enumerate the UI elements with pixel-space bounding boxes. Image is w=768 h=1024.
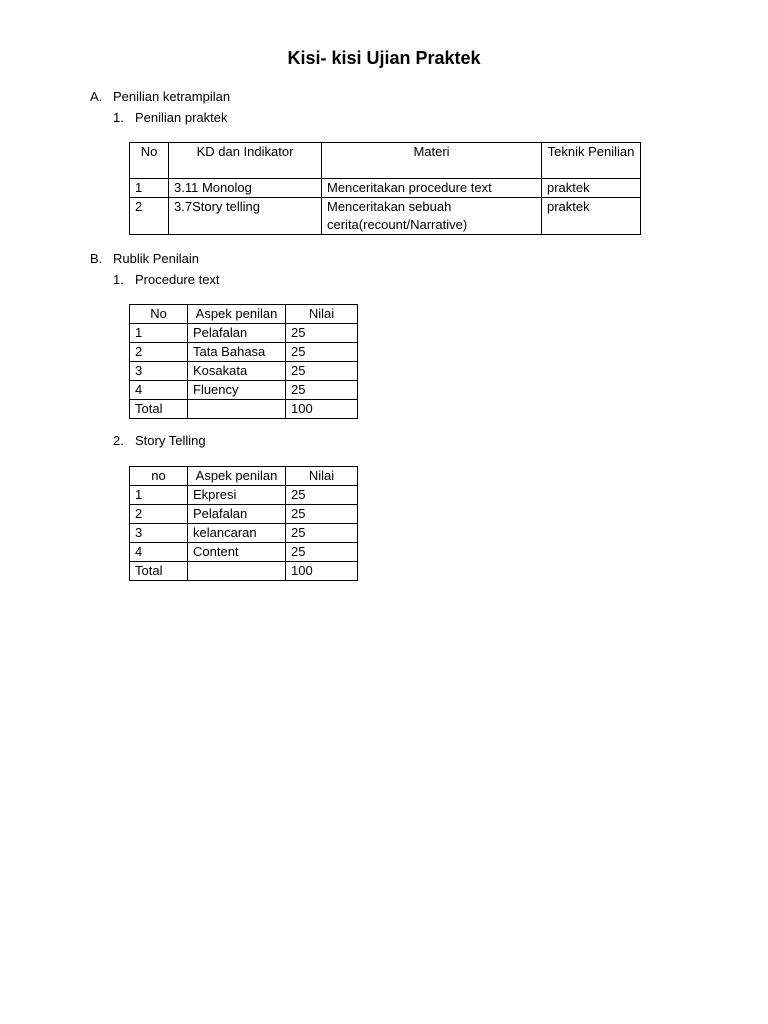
penilaian-praktek-table <box>129 142 641 235</box>
cell-aspek <box>188 562 286 581</box>
table-header-row <box>130 143 641 179</box>
cell-materi: Menceritakan procedure text <box>322 179 542 198</box>
cell-kd: 3.7Story telling <box>169 198 322 235</box>
table-row <box>130 179 641 198</box>
header-aspek: Aspek penilan <box>188 305 286 324</box>
cell-nilai: 25 <box>286 486 358 505</box>
header-materi: Materi <box>322 143 542 179</box>
header-no: No <box>130 305 188 324</box>
cell-total-label: Total <box>130 562 188 581</box>
section-a-marker: A. <box>90 89 103 104</box>
cell-aspek: Ekpresi <box>188 486 286 505</box>
cell-aspek: Tata Bahasa <box>188 343 286 362</box>
cell-nilai: 25 <box>286 343 358 362</box>
section-b-item-1-label: Procedure text <box>135 272 220 287</box>
cell-materi: Menceritakan sebuah cerita(recount/Narrative) <box>322 198 542 235</box>
section-b-item-2 <box>113 433 206 448</box>
procedure-text-table <box>129 304 358 419</box>
cell-no: 2 <box>130 505 188 524</box>
table-row <box>130 524 358 543</box>
section-b-marker: B. <box>90 251 103 266</box>
cell-no: 1 <box>130 179 169 198</box>
cell-teknik: praktek <box>542 179 641 198</box>
table-row <box>130 343 358 362</box>
cell-no: 3 <box>130 524 188 543</box>
section-b-heading <box>90 251 199 266</box>
cell-aspek <box>188 400 286 419</box>
table-row <box>130 543 358 562</box>
cell-nilai: 25 <box>286 524 358 543</box>
cell-aspek: kelancaran <box>188 524 286 543</box>
cell-aspek: Fluency <box>188 381 286 400</box>
cell-no: 4 <box>130 543 188 562</box>
section-a-label: Penilian ketrampilan <box>113 89 231 104</box>
section-a-item-1-label: Penilian praktek <box>135 110 228 125</box>
header-kd-indikator: KD dan Indikator <box>169 143 322 179</box>
cell-no: 3 <box>130 362 188 381</box>
header-nilai: Nilai <box>286 305 358 324</box>
header-teknik-penilian: Teknik Penilian <box>542 143 641 179</box>
section-b-item-2-label: Story Telling <box>135 433 206 448</box>
cell-no: 1 <box>130 486 188 505</box>
table-row <box>130 486 358 505</box>
cell-no: 2 <box>130 198 169 235</box>
cell-aspek: Pelafalan <box>188 324 286 343</box>
header-aspek: Aspek penilan <box>188 467 286 486</box>
cell-kd: 3.11 Monolog <box>169 179 322 198</box>
table-row <box>130 198 641 235</box>
section-a-item-1-marker: 1. <box>113 110 124 125</box>
cell-nilai: 25 <box>286 381 358 400</box>
table-row <box>130 362 358 381</box>
cell-total-value: 100 <box>286 400 358 419</box>
section-b-item-1 <box>113 272 220 287</box>
table-header-row <box>130 305 358 324</box>
cell-nilai: 25 <box>286 362 358 381</box>
cell-nilai: 25 <box>286 505 358 524</box>
cell-nilai: 25 <box>286 543 358 562</box>
cell-aspek: Content <box>188 543 286 562</box>
cell-no: 1 <box>130 324 188 343</box>
document-title: Kisi- kisi Ujian Praktek <box>287 48 481 68</box>
table-total-row <box>130 562 358 581</box>
header-nilai: Nilai <box>286 467 358 486</box>
header-no: no <box>130 467 188 486</box>
cell-aspek: Pelafalan <box>188 505 286 524</box>
section-a-item-1 <box>113 110 228 125</box>
section-b-item-1-marker: 1. <box>113 272 124 287</box>
cell-total-value: 100 <box>286 562 358 581</box>
table-total-row <box>130 400 358 419</box>
cell-total-label: Total <box>130 400 188 419</box>
table-row <box>130 324 358 343</box>
header-no: No <box>130 143 169 179</box>
section-a-heading <box>90 89 230 104</box>
story-telling-table <box>129 466 358 581</box>
table-row <box>130 505 358 524</box>
table-header-row <box>130 467 358 486</box>
cell-no: 4 <box>130 381 188 400</box>
cell-nilai: 25 <box>286 324 358 343</box>
table-row <box>130 381 358 400</box>
section-b-label: Rublik Penilain <box>113 251 199 266</box>
cell-teknik: praktek <box>542 198 641 235</box>
cell-no: 2 <box>130 343 188 362</box>
cell-aspek: Kosakata <box>188 362 286 381</box>
section-b-item-2-marker: 2. <box>113 433 124 448</box>
